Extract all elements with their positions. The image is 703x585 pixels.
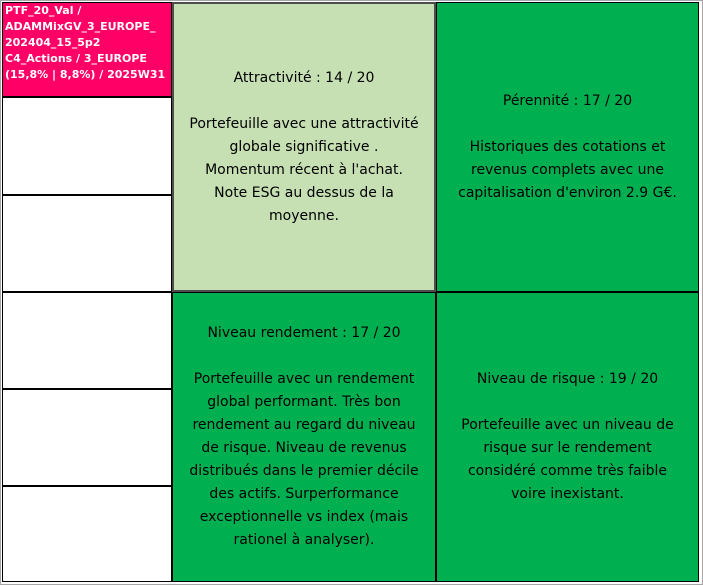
blank-cell-2 — [2, 195, 172, 292]
attractivite-card — [172, 2, 436, 292]
blank-cell-5 — [2, 486, 172, 582]
perennite-body: Historiques des cotations et revenus complets avec une capitalisation d'environ 2.9 G€. — [458, 138, 677, 201]
attractivite-body: Portefeuille avec une attractivité globale significative . Momentum récent à l'achat. Note ESG au dessus de la moyenne. — [189, 115, 419, 224]
blank-cell-3 — [2, 292, 172, 389]
rendement-title: Niveau rendement : 17 / 20 — [207, 325, 401, 341]
risque-title: Niveau de risque : 19 / 20 — [476, 371, 659, 387]
risque-body: Portefeuille avec un niveau de risque sur le rendement considéré comme très faible voire inexistant. — [461, 417, 674, 502]
blank-cell-1 — [2, 97, 172, 195]
perennite-card — [436, 2, 699, 292]
blank-cell-4 — [2, 389, 172, 486]
portfolio-label: PTF_20_Val / ADAMMixGV_3_EUROPE_ 202404_15_5p2 C4_Actions / 3_EUROPE (15,8% | 8,8%) / 2025W31 — [2, 2, 172, 97]
rendement-body: Portefeuille avec un rendement global performant. Très bon rendement au regard du niveau de risque. Niveau de revenus distribués dans le premier décile des actifs. Surperformance exceptionnelle vs index (mais rationel à analyser). — [189, 371, 419, 548]
attractivite-title: Attractivité : 14 / 20 — [233, 69, 375, 86]
risque-card — [436, 292, 699, 582]
perennite-title: Pérennité : 17 / 20 — [502, 92, 633, 109]
rendement-card — [172, 292, 436, 582]
